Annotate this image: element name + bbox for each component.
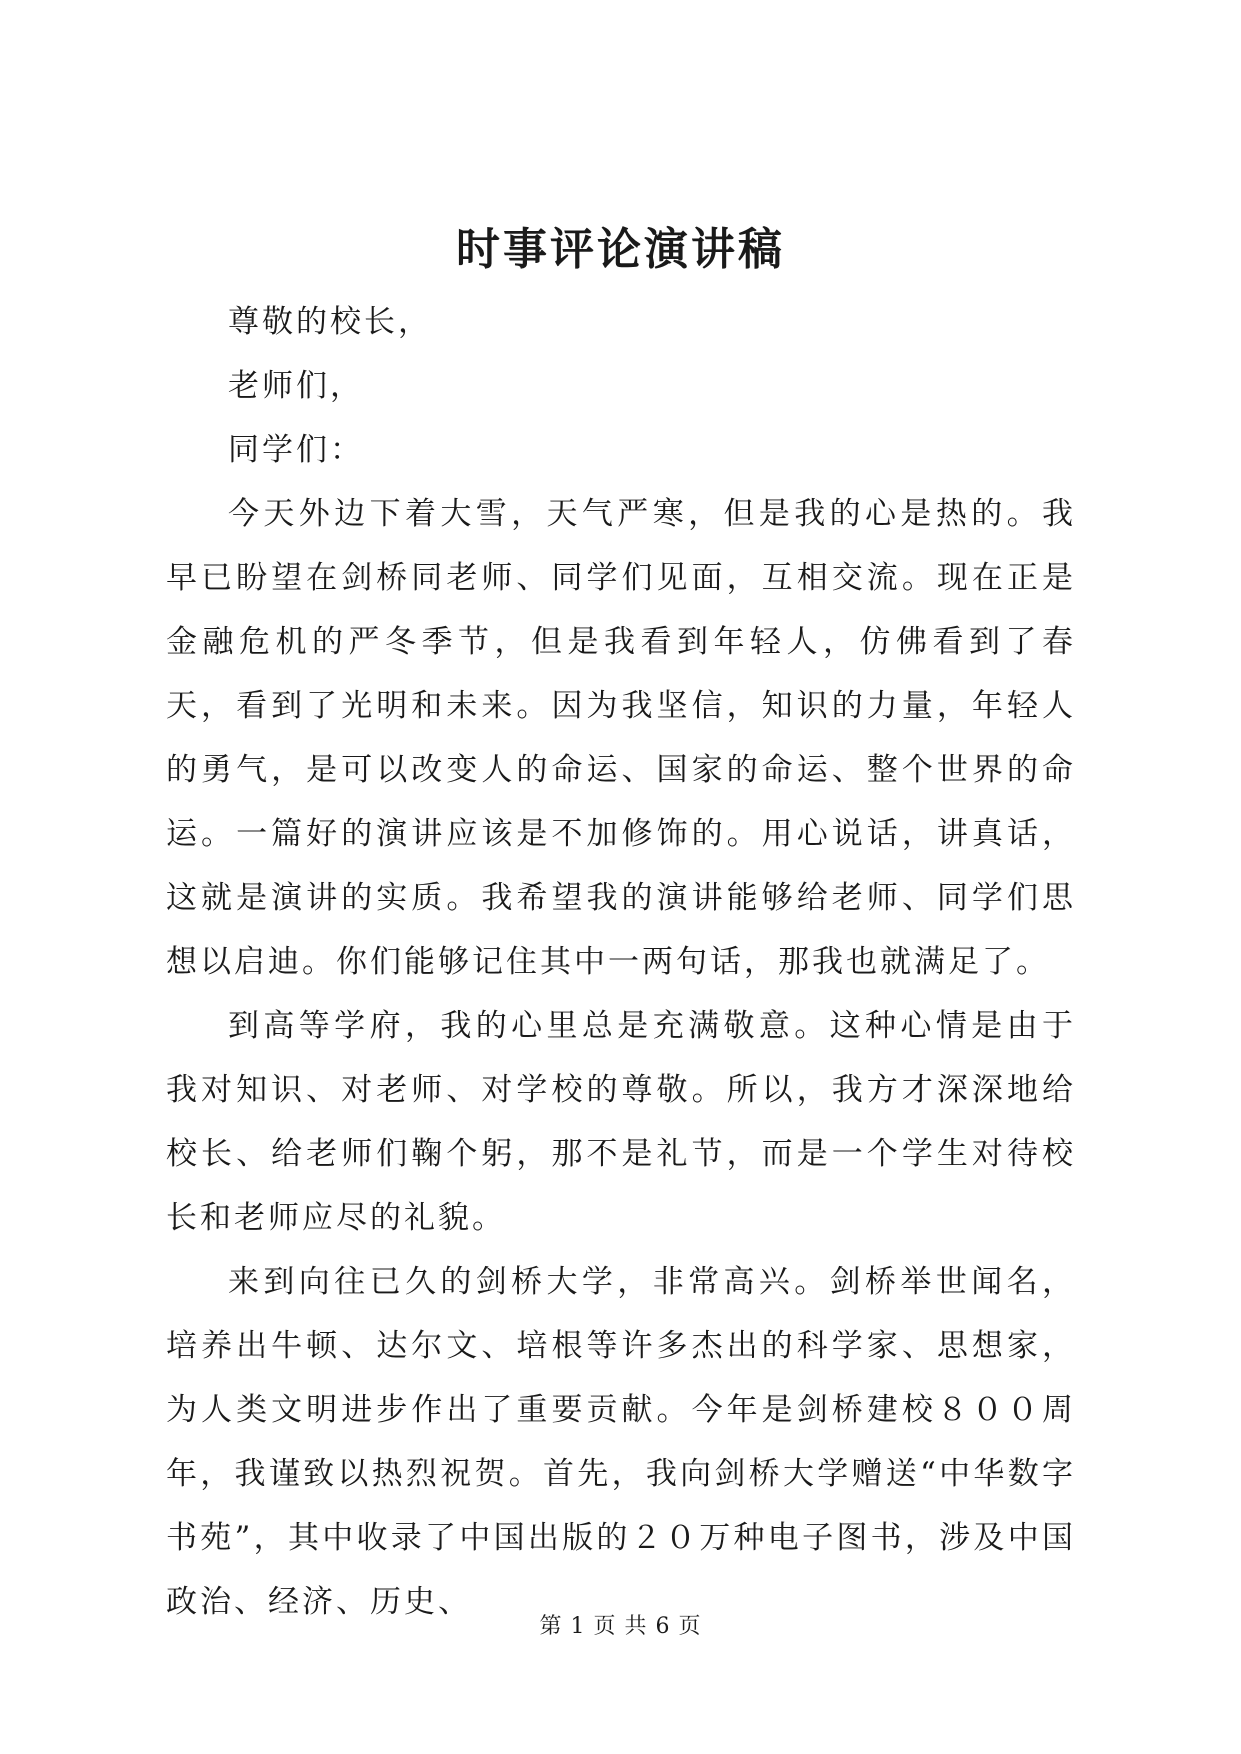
body-paragraph: 今天外边下着大雪，天气严寒，但是我的心是热的。我早已盼望在剑桥同老师、同学们见面，互相交流。现在正是金融危机的严冬季节，但是我看到年轻人，仿佛看到了春天，看到了光明和未来。因为我坚信，知识的力量，年轻人的勇气，是可以改变人的命运、国家的命运、整个世界的命运。一篇好的演讲应该是不加修饰的。用心说话，讲真话，这就是演讲的实质。我希望我的演讲能够给老师、同学们思想以启迪。你们能够记住其中一两句话，那我也就满足了。 bbox=[166, 496, 1076, 980]
body-paragraph: 到高等学府，我的心里总是充满敬意。这种心情是由于我对知识、对老师、对学校的尊敬。所以，我方才深深地给校长、给老师们鞠个躬，那不是礼节，而是一个学生对待校长和老师应尽的礼貌。 bbox=[166, 1008, 1076, 1236]
page-number-footer: 第 1 页 共 6 页 bbox=[539, 1614, 702, 1639]
salutation-teachers: 老师们， bbox=[228, 368, 364, 404]
salutation-students: 同学们： bbox=[228, 432, 364, 468]
document-title: 时事评论演讲稿 bbox=[456, 224, 785, 275]
salutation-principal: 尊敬的校长， bbox=[228, 304, 432, 340]
document-body bbox=[166, 290, 1076, 1634]
body-paragraph: 来到向往已久的剑桥大学，非常高兴。剑桥举世闻名，培养出牛顿、达尔文、培根等许多杰出的科学家、思想家，为人类文明进步作出了重要贡献。今年是剑桥建校８００周年，我谨致以热烈祝贺。首先，我向剑桥大学赠送“中华数字书苑”，其中收录了中国出版的２０万种电子图书，涉及中国政治、经济、历史、 bbox=[166, 1264, 1076, 1620]
